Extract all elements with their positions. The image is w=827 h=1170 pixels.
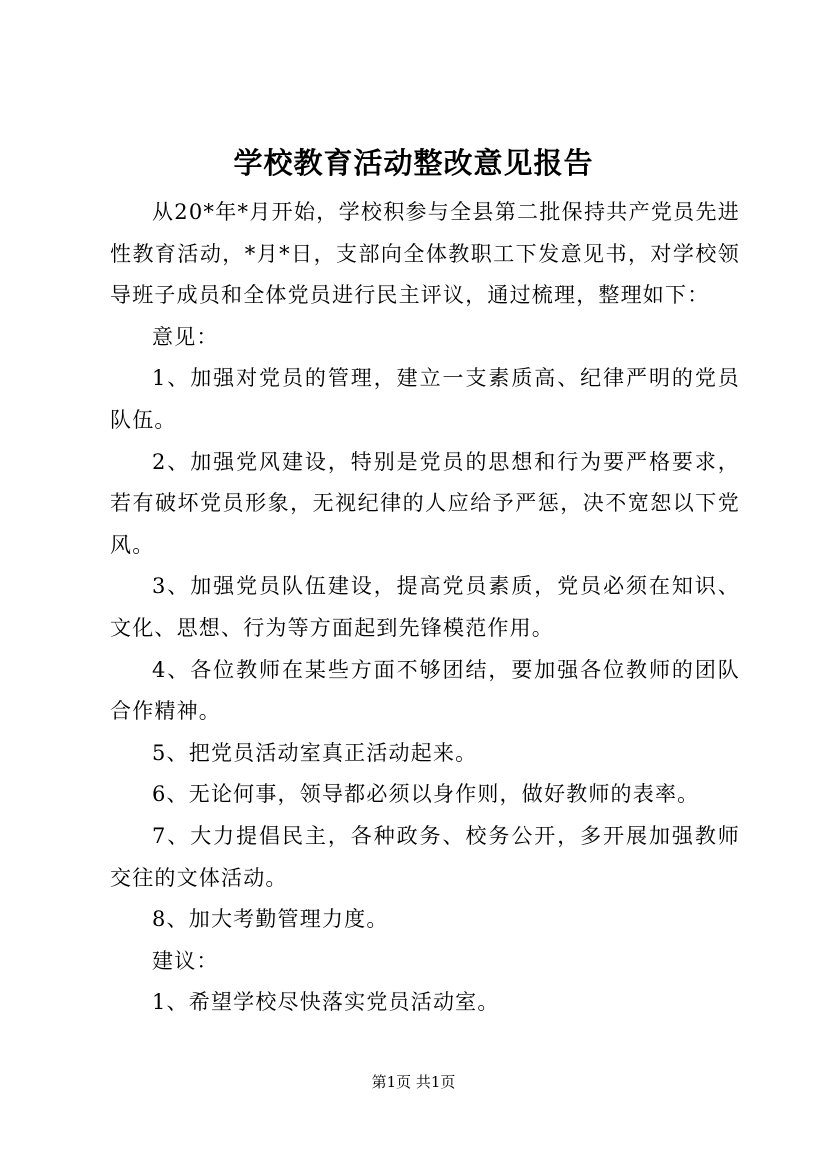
opinion-item-5: 5、把党员活动室真正活动起来。 [152,740,478,765]
opinion-item-3: 3、加强党员队伍建设，提高党员素质，党员必须在知识、文化、思想、行为等方面起到先锋模范作用。 [110,574,740,640]
document-body [110,192,740,1024]
heading-suggestions: 建议： [152,948,219,973]
opinion-item-8: 8、加大考勤管理力度。 [152,907,389,932]
opinion-item-1: 1、加强对党员的管理，建立一支素质高、纪律严明的党员队伍。 [110,366,740,432]
opinion-item-7: 7、大力提倡民主，各种政务、校务公开，多开展加强教师交往的文体活动。 [110,823,740,890]
opinion-item-6: 6、无论何事，领导都必须以身作则，做好教师的表率。 [152,782,700,807]
heading-opinions: 意见： [152,324,219,349]
page-number-footer: 第1页 共1页 [371,1073,456,1091]
paragraph-intro: 从20*年*月开始，学校积参与全县第二批保持共产党员先进性教育活动，*月*日，支部向全体教职工下发意见书，对学校领导班子成员和全体党员进行民主评议，通过梳理，整理如下： [110,200,740,308]
suggestion-item-1: 1、希望学校尽快落实党员活动室。 [152,990,500,1015]
opinion-item-2: 2、加强党风建设，特别是党员的思想和行为要严格要求，若有破坏党员形象，无视纪律的人应给予严惩，决不宽恕以下党风。 [110,449,740,557]
opinion-item-4: 4、各位教师在某些方面不够团结，要加强各位教师的团队合作精神。 [110,657,740,724]
document-title: 学校教育活动整改意见报告 [233,146,594,180]
